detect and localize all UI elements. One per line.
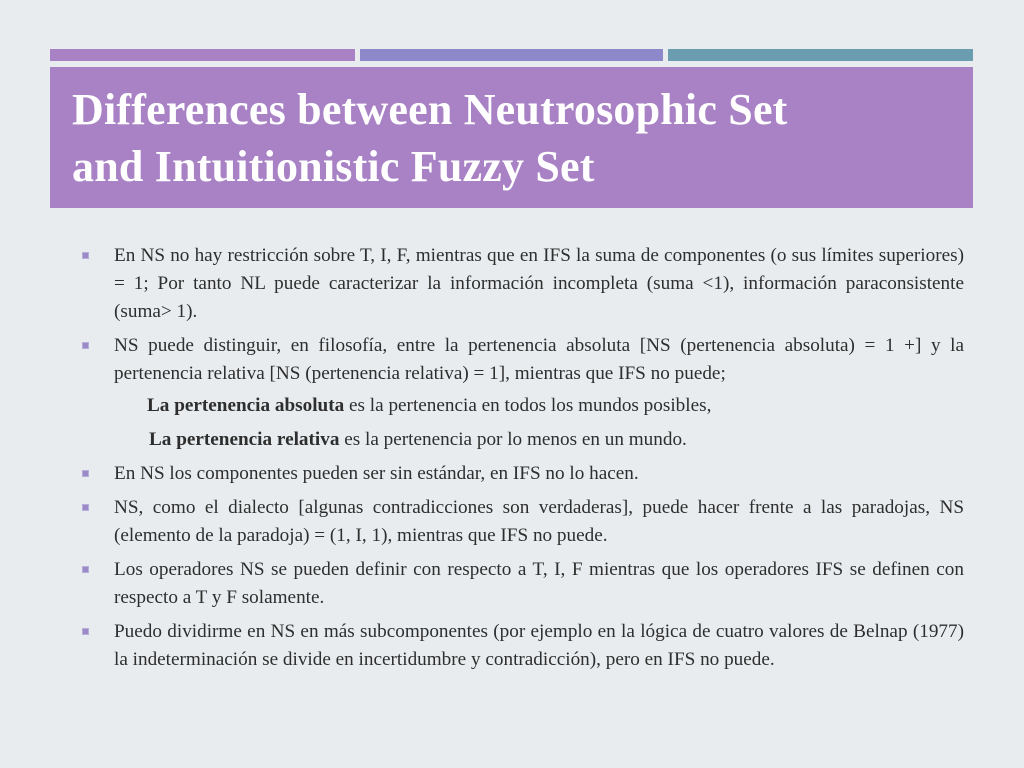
bullet-text: Puedo dividirme en NS en más subcomponentes (por ejemplo en la lógica de cuatro valores de Belnap (1977) la indeterminación se divide en incertidumbre y contradicción), pero en IFS no puede. [114, 621, 964, 670]
bullet-text: NS puede distinguir, en filosofía, entre la pertenencia absoluta [NS (pertenencia absoluta) = 1 +] y la pertenencia relativa [NS (pertenencia relativa) = 1], mientras que IFS no puede; [114, 335, 964, 384]
square-bullet-icon [82, 566, 89, 573]
slide-content [80, 242, 964, 680]
bullet-item [80, 618, 964, 674]
bullet-text: En NS los componentes pueden ser sin estándar, en IFS no lo hacen. [114, 463, 639, 484]
definition-text: es la pertenencia por lo menos en un mundo. [339, 429, 687, 450]
square-bullet-icon [82, 342, 89, 349]
bullet-item [80, 242, 964, 326]
bullet-text: En NS no hay restricción sobre T, I, F, mientras que en IFS la suma de componentes (o sus límites superiores) = 1; Por tanto NL puede caracterizar la información incompleta (suma <1), información paraconsistente (suma> 1). [114, 245, 964, 322]
square-bullet-icon [82, 628, 89, 635]
top-bar-violet [360, 49, 663, 61]
bullet-text: Los operadores NS se pueden definir con respecto a T, I, F mientras que los operadores IFS se definen con respecto a T y F solamente. [114, 559, 964, 608]
slide-title [72, 81, 952, 195]
decorative-top-bars [50, 49, 973, 61]
bullet-item [80, 332, 964, 388]
square-bullet-icon [82, 504, 89, 511]
definition-term: La pertenencia absoluta [147, 395, 345, 416]
definition-line [80, 426, 964, 454]
definition-text: es la pertenencia en todos los mundos posibles, [344, 395, 712, 416]
square-bullet-icon [82, 252, 89, 259]
title-band [50, 67, 973, 208]
top-bar-purple [50, 49, 355, 61]
slide-title-line-2: and Intuitionistic Fuzzy Set [72, 142, 595, 191]
bullet-item [80, 460, 964, 488]
bullet-item [80, 494, 964, 550]
top-bar-teal [668, 49, 973, 61]
slide-title-line-1: Differences between Neutrosophic Set [72, 85, 788, 134]
definition-line [80, 392, 964, 420]
bullet-item [80, 556, 964, 612]
square-bullet-icon [82, 470, 89, 477]
definition-term: La pertenencia relativa [149, 429, 340, 450]
bullet-text: NS, como el dialecto [algunas contradicciones son verdaderas], puede hacer frente a las paradojas, NS (elemento de la paradoja) = (1, I, 1), mientras que IFS no puede. [114, 497, 964, 546]
